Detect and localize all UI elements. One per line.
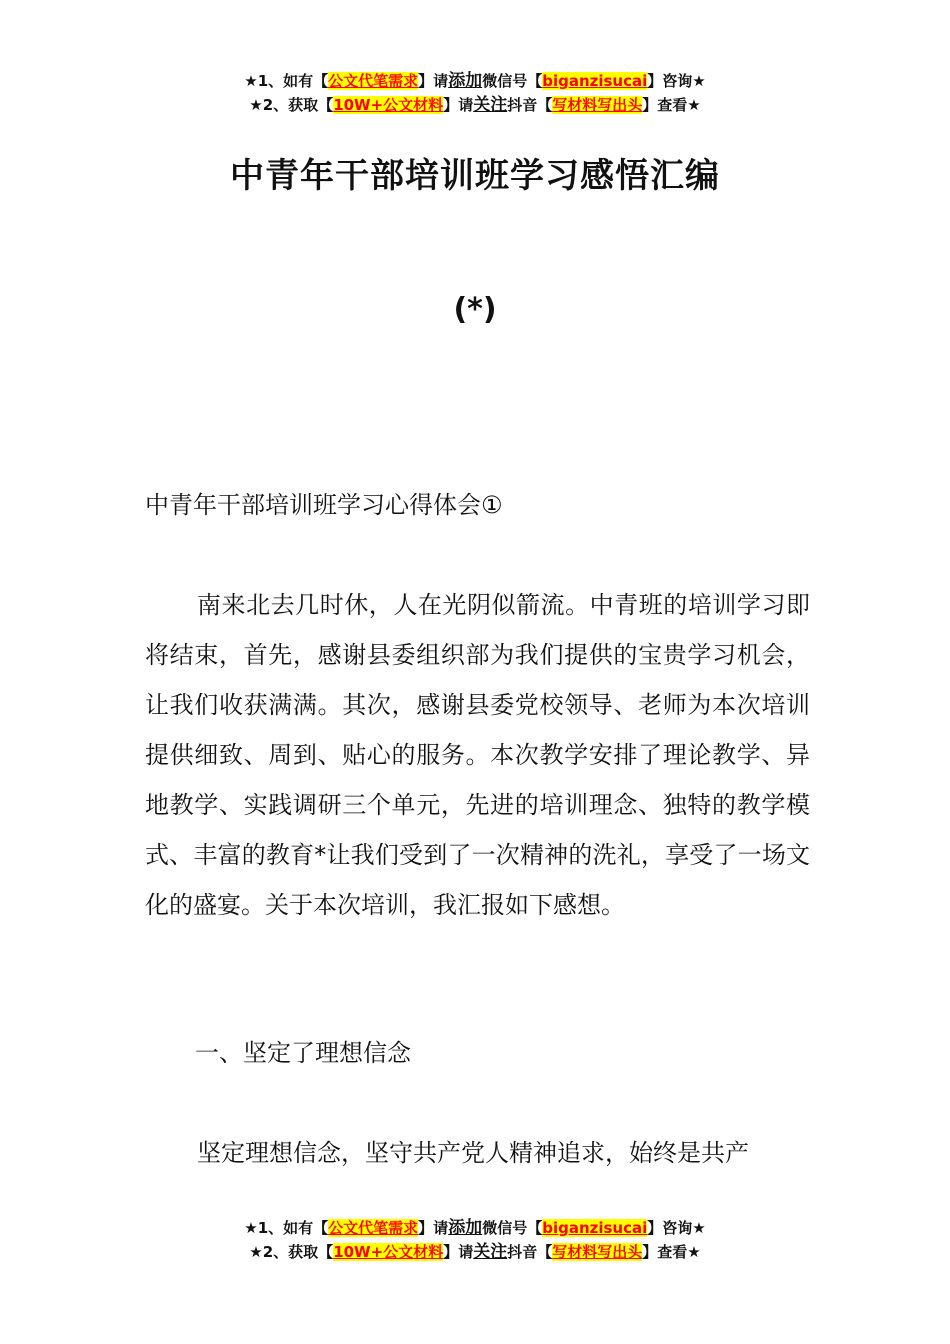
document-title: 中青年干部培训班学习感悟汇编	[230, 156, 720, 196]
section-heading-1: 一、坚定了理想信念	[195, 1039, 411, 1067]
banner-text: 】请	[418, 72, 449, 90]
highlight-wechat-id: biganzisucai	[542, 72, 648, 90]
header-banner	[0, 69, 950, 117]
banner-emphasis: 关注	[473, 95, 508, 115]
section-marker: (*)	[453, 292, 497, 327]
banner-text: 】请	[418, 1219, 449, 1237]
paragraph-2: 坚定理想信念，坚守共产党人精神追求，始终是共产	[197, 1139, 749, 1167]
banner-emphasis: 添加	[448, 71, 483, 91]
banner-emphasis: 关注	[473, 1242, 508, 1262]
banner-text: 】咨询★	[647, 72, 706, 90]
highlight-douyin: 写材料写出头	[552, 96, 643, 114]
banner-text: 】请	[443, 96, 474, 114]
banner-text: 微信号【	[482, 1219, 543, 1237]
footer-banner	[0, 1216, 950, 1264]
banner-text: 】请	[443, 1243, 474, 1261]
highlight-ghostwriting: 公文代笔需求	[328, 1219, 419, 1237]
essay-subtitle: 中青年干部培训班学习心得体会①	[145, 491, 503, 519]
banner-text: 微信号【	[482, 72, 543, 90]
banner-text: 】咨询★	[647, 1219, 706, 1237]
banner-line-1	[0, 69, 950, 93]
highlight-materials: 10W+公文材料	[333, 96, 444, 114]
banner-text: 】查看★	[642, 96, 701, 114]
highlight-wechat-id: biganzisucai	[542, 1219, 648, 1237]
banner-text: 】查看★	[642, 1243, 701, 1261]
highlight-ghostwriting: 公文代笔需求	[328, 72, 419, 90]
highlight-materials: 10W+公文材料	[333, 1243, 444, 1261]
banner-text: ★1、如有【	[244, 1219, 329, 1237]
paragraph-intro: 南来北去几时休，人在光阴似箭流。中青班的培训学习即将结束，首先，感谢县委组织部为我们提供的宝贵学习机会，让我们收获满满。其次，感谢县委党校领导、老师为本次培训提供细致、周到、贴心的服务。本次教学安排了理论教学、异地教学、实践调研三个单元，先进的培训理念、独特的教学模式、丰富的教育*让我们受到了一次精神的洗礼，享受了一场文化的盛宴。关于本次培训，我汇报如下感想。	[145, 591, 810, 919]
banner-text: 抖音【	[507, 96, 553, 114]
highlight-douyin: 写材料写出头	[552, 1243, 643, 1261]
banner-text: ★1、如有【	[244, 72, 329, 90]
banner-text: ★2、获取【	[249, 1243, 334, 1261]
banner-emphasis: 添加	[448, 1218, 483, 1238]
banner-line-1	[0, 1216, 950, 1240]
banner-line-2	[0, 1240, 950, 1264]
banner-text: ★2、获取【	[249, 96, 334, 114]
banner-text: 抖音【	[507, 1243, 553, 1261]
banner-line-2	[0, 93, 950, 117]
